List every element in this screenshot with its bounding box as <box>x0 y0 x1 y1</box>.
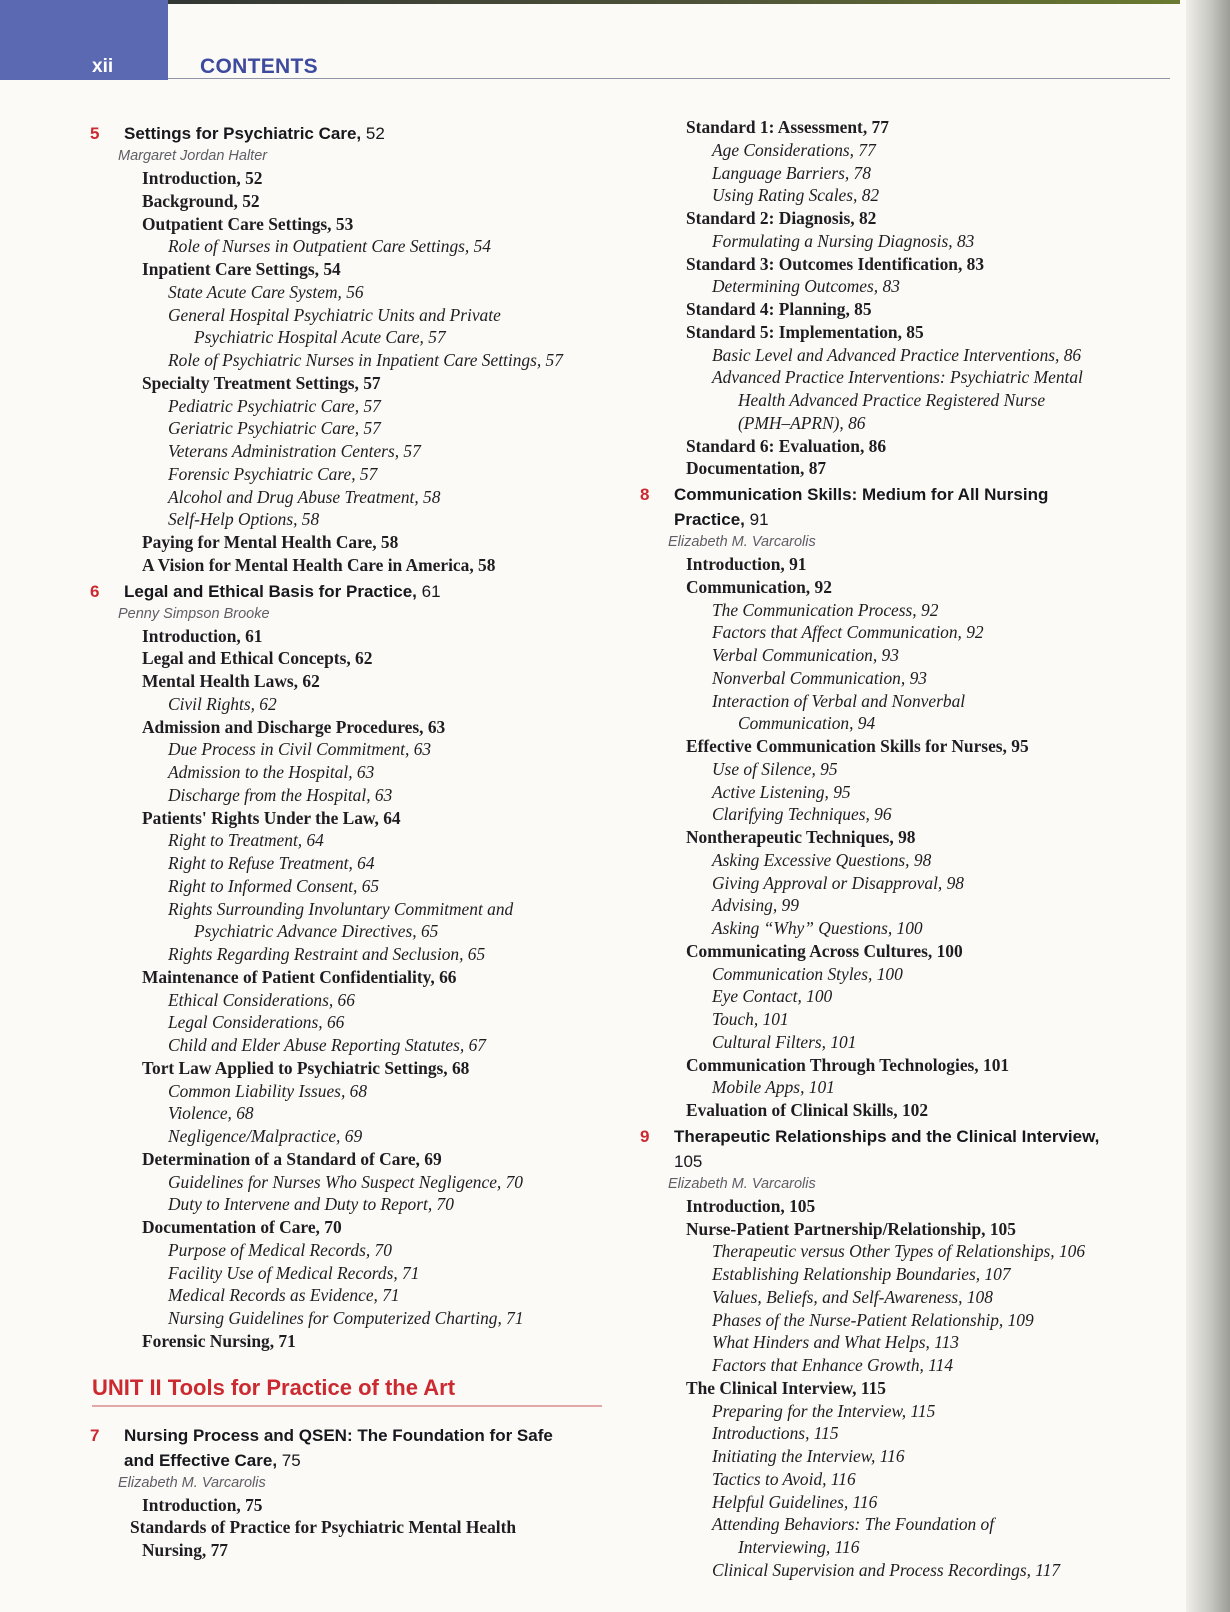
chapter-heading[interactable] <box>60 1423 620 1473</box>
page-binding-shadow <box>1186 0 1230 1612</box>
toc-entry[interactable]: Evaluation of Clinical Skills, 102 <box>686 1100 929 1120</box>
chapter-title-wrap <box>674 1124 1114 1174</box>
toc-subentry[interactable]: Clarifying Techniques, 96 <box>712 804 892 825</box>
toc-entry[interactable]: Communication, 92 <box>686 576 832 597</box>
toc-subentry-continued[interactable]: Psychiatric Advance Directives, 65 <box>194 921 439 942</box>
toc-entry[interactable]: Forensic Nursing, 71 <box>142 1330 296 1351</box>
toc-subentry[interactable]: Touch, 101 <box>712 1009 789 1029</box>
chapter-author: Elizabeth M. Varcarolis <box>118 1474 266 1491</box>
toc-entry[interactable]: Effective Communication Skills for Nurses, 95 <box>686 736 1029 756</box>
toc-subentry[interactable]: Advanced Practice Interventions: Psychiatric Mental <box>712 367 1083 388</box>
chapter-page: 105 <box>674 1151 703 1171</box>
toc-subentry[interactable]: Right to Refuse Treatment, 64 <box>168 853 375 873</box>
toc-subentry[interactable]: What Hinders and What Helps, 113 <box>712 1332 959 1353</box>
toc-subentry[interactable]: Rights Regarding Restraint and Seclusion, 65 <box>168 944 486 964</box>
chapter-title-wrap <box>124 579 441 604</box>
toc-subentry[interactable]: Right to Treatment, 64 <box>168 830 324 851</box>
toc-subentry-continued[interactable]: (PMH–APRN), 86 <box>738 412 866 433</box>
toc-entry[interactable]: Documentation of Care, 70 <box>142 1217 342 1237</box>
toc-subentry[interactable]: Medical Records as Evidence, 71 <box>168 1285 400 1306</box>
toc-subentry-continued[interactable]: Interviewing, 116 <box>738 1537 860 1557</box>
toc-subentry[interactable]: Values, Beliefs, and Self-Awareness, 108 <box>712 1286 993 1307</box>
toc-subentry[interactable]: Legal Considerations, 66 <box>168 1012 345 1033</box>
toc-subentry[interactable]: Role of Nurses in Outpatient Care Settings, 54 <box>168 236 492 257</box>
toc-subentry[interactable]: Due Process in Civil Commitment, 63 <box>168 739 432 760</box>
toc-subentry[interactable]: Child and Elder Abuse Reporting Statutes, 67 <box>168 1035 487 1055</box>
chapter-page: 61 <box>421 581 441 601</box>
toc-subentry[interactable]: Civil Rights, 62 <box>168 693 277 714</box>
toc-subentry[interactable]: Guidelines for Nurses Who Suspect Negligence, 70 <box>168 1171 524 1192</box>
unit-spacer <box>60 1407 620 1421</box>
chapter-page: 91 <box>749 510 769 529</box>
toc-subentry[interactable]: Violence, 68 <box>168 1103 254 1124</box>
chapter-number: 5 <box>90 124 100 143</box>
toc-entry[interactable]: Standard 2: Diagnosis, 82 <box>686 208 877 228</box>
chapter-number: 8 <box>640 485 650 504</box>
toc-subentry[interactable]: Duty to Intervene and Duty to Report, 70 <box>168 1194 454 1215</box>
toc-entry[interactable]: Standard 6: Evaluation, 86 <box>686 435 887 456</box>
chapter-heading[interactable] <box>60 579 620 604</box>
toc-subentry[interactable]: The Communication Process, 92 <box>712 599 939 620</box>
toc-subentry[interactable]: Role of Psychiatric Nurses in Inpatient Care Settings, 57 <box>168 350 563 370</box>
toc-entry[interactable]: Nurse-Patient Partnership/Relationship, 105 <box>686 1218 1016 1239</box>
toc-entry[interactable]: Documentation, 87 <box>686 458 827 479</box>
toc-subentry[interactable]: Purpose of Medical Records, 70 <box>168 1239 392 1260</box>
toc-entry[interactable]: Mental Health Laws, 62 <box>142 671 320 691</box>
toc-subentry[interactable]: Ethical Considerations, 66 <box>168 989 355 1010</box>
toc-subentry[interactable]: Asking Excessive Questions, 98 <box>712 849 932 870</box>
toc-subentry[interactable]: Tactics to Avoid, 116 <box>712 1468 856 1489</box>
toc-subentry[interactable]: Attending Behaviors: The Foundation of <box>712 1514 995 1535</box>
toc-subentry[interactable]: Language Barriers, 78 <box>712 162 871 183</box>
toc-entry[interactable]: The Clinical Interview, 115 <box>686 1377 886 1398</box>
toc-subentry[interactable]: General Hospital Psychiatric Units and Private <box>168 304 501 325</box>
chapter-number: 6 <box>90 581 100 601</box>
page-number: xii <box>92 56 114 77</box>
toc-subentry[interactable]: Factors that Enhance Growth, 114 <box>712 1355 954 1375</box>
chapter-author: Margaret Jordan Halter <box>118 148 268 164</box>
chapter-heading[interactable] <box>640 1124 1185 1174</box>
toc-entry[interactable]: Nontherapeutic Techniques, 98 <box>686 827 916 847</box>
toc-subentry[interactable]: Rights Surrounding Involuntary Commitment and <box>168 898 514 919</box>
toc-subentry[interactable]: Self-Help Options, 58 <box>168 509 320 530</box>
toc-subentry[interactable]: Therapeutic versus Other Types of Relationships, 106 <box>712 1241 1086 1262</box>
toc-subentry-continued[interactable]: Psychiatric Hospital Acute Care, 57 <box>194 327 446 348</box>
toc-subentry[interactable]: Interaction of Verbal and Nonverbal <box>712 690 966 711</box>
chapter-title: Therapeutic Relationships and the Clinical Interview, <box>674 1126 1100 1146</box>
chapter-number: 7 <box>90 1425 100 1445</box>
toc-subentry[interactable]: Preparing for the Interview, 115 <box>712 1400 936 1421</box>
toc-entry[interactable]: Standard 4: Planning, 85 <box>686 299 872 319</box>
toc-subentry[interactable]: Pediatric Psychiatric Care, 57 <box>168 395 381 416</box>
toc-subentry[interactable]: Advising, 99 <box>712 895 799 916</box>
toc-subentry[interactable]: Establishing Relationship Boundaries, 107 <box>712 1264 1011 1284</box>
chapter-title-wrap <box>674 482 1114 532</box>
toc-subentry[interactable]: Facility Use of Medical Records, 71 <box>168 1262 420 1283</box>
top-color-strip <box>0 0 1180 4</box>
toc-subentry[interactable]: Giving Approval or Disapproval, 98 <box>712 872 964 893</box>
toc-entry[interactable]: Legal and Ethical Concepts, 62 <box>142 648 373 669</box>
toc-entry[interactable]: Tort Law Applied to Psychiatric Settings, 68 <box>142 1057 470 1078</box>
toc-entry[interactable]: Inpatient Care Settings, 54 <box>142 259 341 279</box>
toc-subentry[interactable]: Alcohol and Drug Abuse Treatment, 58 <box>168 486 441 507</box>
chapter-page: 75 <box>281 1450 301 1470</box>
toc-entry[interactable]: Determination of a Standard of Care, 69 <box>142 1148 442 1169</box>
page-number-tab <box>0 0 168 80</box>
toc-entry[interactable]: Introduction, 75 <box>142 1494 263 1515</box>
toc-subentry[interactable]: Using Rating Scales, 82 <box>712 185 880 206</box>
chapter-heading[interactable] <box>60 121 620 146</box>
toc-subentry[interactable]: Veterans Administration Centers, 57 <box>168 441 421 461</box>
toc-subentry[interactable]: Nonverbal Communication, 93 <box>712 667 927 688</box>
toc-entry[interactable]: A Vision for Mental Health Care in America, 58 <box>142 554 496 575</box>
toc-entry[interactable]: Nursing, 77 <box>142 1540 229 1560</box>
toc-subentry[interactable]: Determining Outcomes, 83 <box>712 276 900 297</box>
toc-subentry[interactable]: Admission to the Hospital, 63 <box>168 762 375 782</box>
toc-subentry-continued[interactable]: Health Advanced Practice Registered Nurse <box>738 390 1046 410</box>
toc-entry[interactable]: Standards of Practice for Psychiatric Mental Health <box>130 1517 517 1538</box>
toc-subentry[interactable]: Eye Contact, 100 <box>712 986 833 1007</box>
toc-entry[interactable]: Standard 5: Implementation, 85 <box>686 321 924 342</box>
toc-subentry[interactable]: Initiating the Interview, 116 <box>712 1446 905 1466</box>
toc-subentry[interactable]: Common Liability Issues, 68 <box>168 1080 368 1101</box>
toc-entry[interactable]: Standard 3: Outcomes Identification, 83 <box>686 253 985 274</box>
toc-entry[interactable]: Background, 52 <box>142 190 260 211</box>
toc-subentry[interactable]: State Acute Care System, 56 <box>168 281 364 302</box>
toc-subentry-continued[interactable]: Communication, 94 <box>738 713 876 734</box>
toc-subentry[interactable]: Mobile Apps, 101 <box>712 1077 835 1098</box>
toc-subentry[interactable]: Clinical Supervision and Process Recordings, 117 <box>712 1559 1061 1580</box>
toc-entry[interactable]: Introduction, 105 <box>686 1195 816 1216</box>
chapter-number: 9 <box>640 1126 650 1146</box>
toc-subentry[interactable]: Use of Silence, 95 <box>712 758 838 779</box>
toc-entry[interactable]: Introduction, 61 <box>142 625 263 646</box>
header-rule <box>168 78 1170 79</box>
toc-entry[interactable]: Standard 1: Assessment, 77 <box>686 117 889 137</box>
toc-subentry[interactable]: Geriatric Psychiatric Care, 57 <box>168 418 381 439</box>
toc-subentry[interactable]: Communication Styles, 100 <box>712 963 903 984</box>
toc-right-column <box>640 116 1185 1582</box>
toc-left-column <box>60 119 620 1562</box>
chapter-title-wrap <box>124 1423 564 1473</box>
toc-subentry[interactable]: Phases of the Nurse-Patient Relationship, 109 <box>712 1309 1034 1330</box>
chapter-author: Elizabeth M. Varcarolis <box>668 534 816 550</box>
chapter-title-wrap <box>124 121 385 146</box>
toc-entry[interactable]: Patients' Rights Under the Law, 64 <box>142 807 401 828</box>
toc-entry[interactable]: Introduction, 91 <box>686 554 807 574</box>
page-title: CONTENTS <box>200 55 318 78</box>
toc-subentry[interactable]: Introductions, 115 <box>712 1423 839 1444</box>
chapter-title: Communication Skills: Medium for All Nursing Practice, <box>674 485 1049 529</box>
chapter-author: Penny Simpson Brooke <box>118 605 270 622</box>
chapter-author: Elizabeth M. Varcarolis <box>668 1175 816 1192</box>
toc-subentry[interactable]: Nursing Guidelines for Computerized Charting, 71 <box>168 1308 524 1328</box>
toc-subentry[interactable]: Active Listening, 95 <box>712 781 851 802</box>
toc-subentry[interactable]: Formulating a Nursing Diagnosis, 83 <box>712 230 975 251</box>
toc-entry[interactable]: Paying for Mental Health Care, 58 <box>142 532 399 552</box>
chapter-title: Legal and Ethical Basis for Practice, <box>124 581 417 601</box>
toc-subentry[interactable]: Factors that Affect Communication, 92 <box>712 622 984 643</box>
toc-entry[interactable]: Specialty Treatment Settings, 57 <box>142 372 381 393</box>
toc-subentry[interactable]: Cultural Filters, 101 <box>712 1031 857 1052</box>
toc-subentry[interactable]: Right to Informed Consent, 65 <box>168 875 380 896</box>
toc-entry[interactable]: Communicating Across Cultures, 100 <box>686 940 963 961</box>
toc-subentry[interactable]: Age Considerations, 77 <box>712 139 876 160</box>
toc-subentry[interactable]: Negligence/Malpractice, 69 <box>168 1126 363 1146</box>
toc-subentry[interactable]: Forensic Psychiatric Care, 57 <box>168 463 378 484</box>
toc-entry[interactable]: Introduction, 52 <box>142 168 263 188</box>
toc-subentry[interactable]: Basic Level and Advanced Practice Interventions, 86 <box>712 344 1082 365</box>
unit-heading: UNIT II Tools for Practice of the Art <box>92 1375 602 1407</box>
chapter-page: 52 <box>365 124 385 143</box>
toc-entry[interactable]: Maintenance of Patient Confidentiality, 66 <box>142 966 457 987</box>
toc-entry[interactable]: Communication Through Technologies, 101 <box>686 1054 1010 1075</box>
chapter-title: Nursing Process and QSEN: The Foundation for Safe and Effective Care, <box>124 1425 553 1470</box>
toc-subentry[interactable]: Discharge from the Hospital, 63 <box>168 784 393 805</box>
toc-subentry[interactable]: Asking “Why” Questions, 100 <box>712 918 923 938</box>
chapter-title: Settings for Psychiatric Care, <box>124 124 362 143</box>
toc-subentry[interactable]: Helpful Guidelines, 116 <box>712 1491 878 1512</box>
toc-subentry[interactable]: Verbal Communication, 93 <box>712 645 899 665</box>
chapter-heading[interactable] <box>640 482 1185 532</box>
toc-entry[interactable]: Outpatient Care Settings, 53 <box>142 213 354 234</box>
toc-entry[interactable]: Admission and Discharge Procedures, 63 <box>142 716 446 737</box>
